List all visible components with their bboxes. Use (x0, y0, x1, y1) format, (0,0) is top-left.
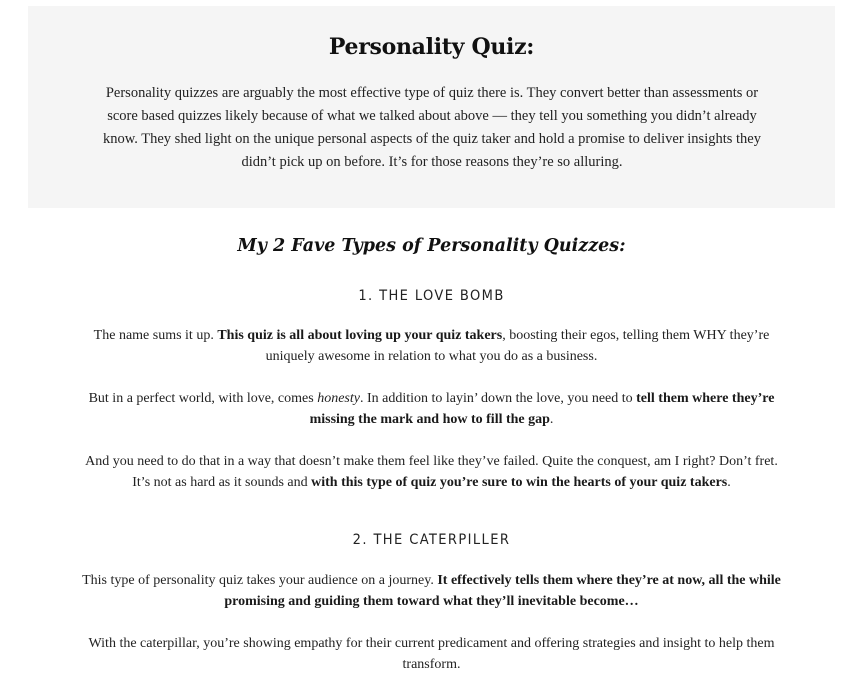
text-run: . (727, 475, 731, 490)
love-bomb-paragraph-3 (80, 451, 783, 493)
text-run: . In addition to layin’ down the love, you need to (359, 391, 637, 406)
italic-text-run: honesty (317, 391, 360, 406)
text-run: With the caterpillar, you’re showing empathy for their current predicament and offering strategies and insight to help them transform. (88, 636, 775, 672)
bold-text-run: It effectively tells them where they’re at now, all the while promising and guiding them toward what they’ll inevitable become… (224, 573, 781, 609)
section-heading: My 2 Fave Types of Personality Quizzes: (237, 236, 626, 256)
love-bomb-paragraph-1 (80, 325, 783, 367)
caterpiller-paragraph-2 (80, 633, 783, 675)
bold-text-run: tell them where they’re missing the mark and how to fill the gap (309, 391, 775, 427)
text-run: . (549, 412, 554, 427)
intro-box (28, 6, 835, 208)
text-run: But in a perfect world, with love, comes (88, 391, 318, 406)
bold-text-run: This quiz is all about loving up your quiz takers (217, 328, 503, 343)
text-run: And you need to do that in a way that doesn’t make them feel like they’ve failed. Quite the conquest, am I right? Don’t fret. It’s not as hard as it sounds and (85, 454, 778, 490)
text-run: , boosting their egos, telling them WHY they’re uniquely awesome in relation to what you do as a business. (265, 328, 770, 364)
intro-paragraph: Personality quizzes are arguably the most effective type of quiz there is. They convert better than assessments or score based quizzes likely because of what we talked about above — they tell you something you didn’t already know. They shed light on the unique personal aspects of the quiz taker and hold a promise to deliver insights they didn’t pick up on before. It’s for those reasons they’re so alluring. (103, 85, 761, 170)
caterpiller-heading: 2. THE CATERPILLER (352, 532, 511, 548)
text-run: This type of personality quiz takes your audience on a journey. (82, 573, 438, 588)
love-bomb-paragraph-2 (80, 388, 783, 430)
bold-text-run: with this type of quiz you’re sure to win the hearts of your quiz takers (311, 475, 728, 490)
intro-title: Personality Quiz: (328, 34, 535, 60)
text-run: The name sums it up. (93, 328, 218, 343)
caterpiller-paragraph-1 (80, 570, 783, 612)
love-bomb-heading: 1. THE LOVE BOMB (358, 288, 505, 304)
